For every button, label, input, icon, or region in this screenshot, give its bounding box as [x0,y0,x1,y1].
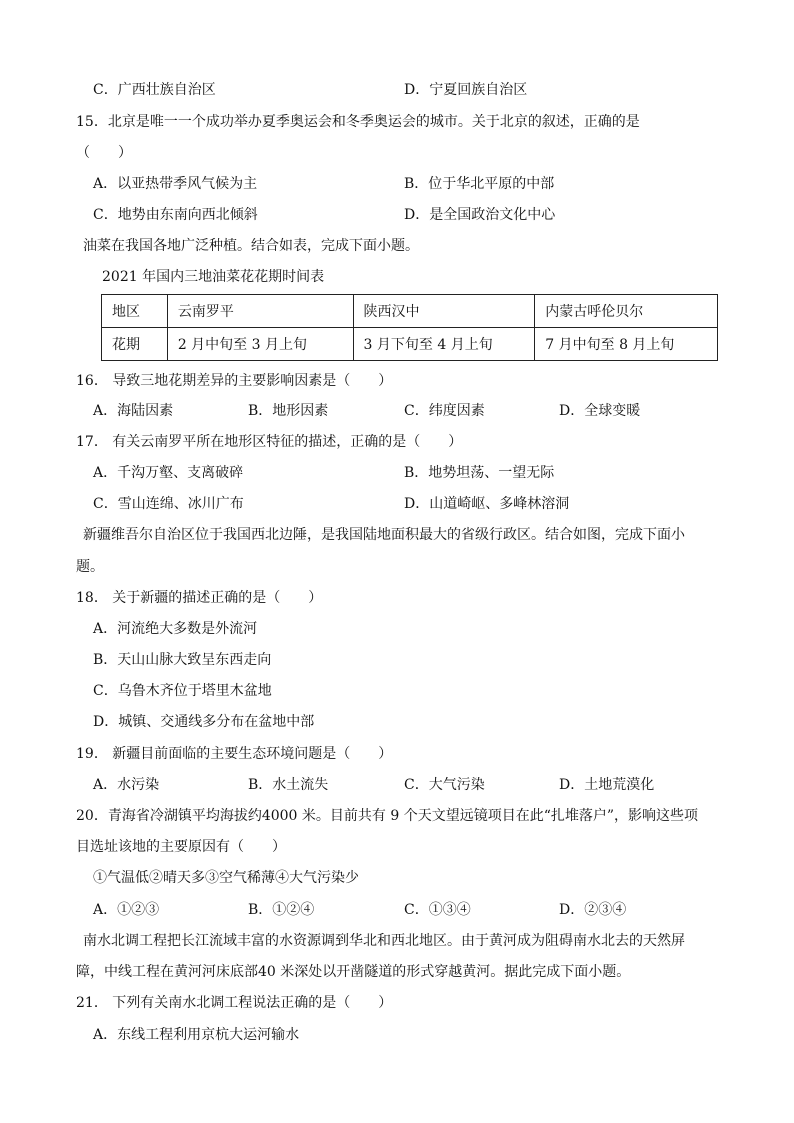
q21-stem: 21． 下列有关南水北调工程说法正确的是（ ） [76,995,393,1011]
table-cell: 2 月中旬至 3 月上旬 [167,328,353,361]
q18-option-d: D．城镇、交通线多分布在盆地中部 [93,714,315,730]
q15-option-b: B．位于华北平原的中部 [404,176,555,192]
q16-option-a: A．海陆因素 [93,403,174,419]
table-cell: 内蒙古呼伦贝尔 [535,295,718,328]
q16-option-c: C．纬度因素 [404,403,485,419]
q15-stem-bracket: （ ） [76,145,132,161]
table-title: 2021 年国内三地油菜花花期时间表 [102,269,325,285]
table-cell: 云南罗平 [167,295,353,328]
table-row [102,328,718,361]
q20-option-a: A．①②③ [93,902,160,918]
xinjiang-intro: 新疆维吾尔自治区位于我国西北边陲，是我国陆地面积最大的省级行政区。结合如图，完成下面小 [83,527,685,543]
q17-option-d: D．山道崎岖、多峰林溶洞 [404,496,570,512]
q17-option-c: C．雪山连绵、冰川广布 [93,496,244,512]
table-header-row [102,295,718,328]
q19-option-a: A．水污染 [93,777,160,793]
q20-option-c: C．①③④ [404,902,471,918]
rapeseed-intro: 油菜在我国各地广泛种植。结合如表，完成下面小题。 [83,238,419,254]
q19-option-b: B．水土流失 [248,777,329,793]
table-cell: 陕西汉中 [353,295,535,328]
bloom-table [101,294,718,361]
q18-stem: 18． 关于新疆的描述正确的是（ ） [76,590,323,606]
table-cell: 3 月下旬至 4 月上旬 [353,328,535,361]
q18-option-c: C．乌鲁木齐位于塔里木盆地 [93,683,272,699]
q17-option-a: A．千沟万壑、支离破碎 [93,465,244,481]
q20-conditions: ①气温低②晴天多③空气稀薄④大气污染少 [93,870,359,886]
q18-option-b: B．天山山脉大致呈东西走向 [93,652,272,668]
water-transfer-intro-cont: 障，中线工程在黄河河床底部40 米深处以开凿隧道的形式穿越黄河。据此完成下面小题。 [76,964,631,980]
q15-stem: 15．北京是唯一一个成功举办夏季奥运会和冬季奥运会的城市。关于北京的叙述，正确的是 [76,114,640,130]
q19-stem: 19． 新疆目前面临的主要生态环境问题是（ ） [76,746,393,762]
q18-option-a: A．河流绝大多数是外流河 [93,621,258,637]
q19-option-d: D．土地荒漠化 [559,777,655,793]
q15-option-c: C．地势由东南向西北倾斜 [93,207,258,223]
q20-stem-cont: 目选址该地的主要原因有（ ） [76,839,286,855]
q20-option-b: B．①②④ [248,902,315,918]
q17-stem: 17． 有关云南罗平所在地形区特征的描述，正确的是（ ） [76,434,463,450]
q16-stem: 16． 导致三地花期差异的主要影响因素是（ ） [76,373,393,389]
q14-option-d: D．宁夏回族自治区 [404,82,528,98]
table-cell: 花期 [102,328,168,361]
q17-option-b: B．地势坦荡、一望无际 [404,465,555,481]
q15-option-d: D．是全国政治文化中心 [404,207,556,223]
q19-option-c: C．大气污染 [404,777,485,793]
table-cell: 7 月中旬至 8 月上旬 [535,328,718,361]
q15-option-a: A．以亚热带季风气候为主 [93,176,258,192]
q16-option-b: B．地形因素 [248,403,329,419]
table-cell: 地区 [102,295,168,328]
q14-option-c: C．广西壮族自治区 [93,82,216,98]
water-transfer-intro: 南水北调工程把长江流域丰富的水资源调到华北和西北地区。由于黄河成为阻碍南水北去的天然屏 [83,933,685,949]
q20-option-d: D．②③④ [559,902,627,918]
q21-option-a: A．东线工程利用京杭大运河输水 [93,1027,300,1043]
q20-stem: 20．青海省冷湖镇平均海拔约4000 米。目前共有 9 个天文望远镜项目在此“扎堆落户”，影响这些项 [76,808,699,824]
q16-option-d: D．全球变暖 [559,403,641,419]
xinjiang-intro-cont: 题。 [76,559,104,575]
